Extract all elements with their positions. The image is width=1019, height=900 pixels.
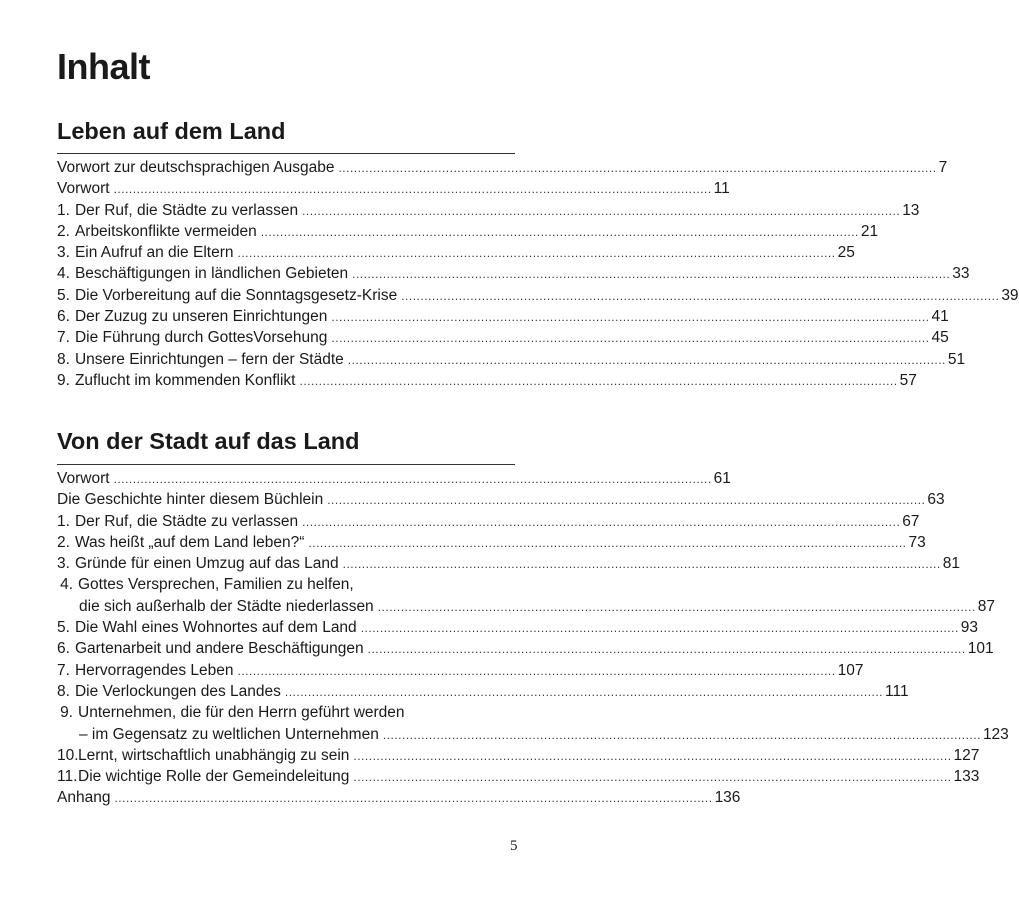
toc-entry-title: – im Gegensatz zu weltlichen Unternehmen [79, 725, 379, 743]
toc-dot-leader [331, 307, 929, 328]
toc-entry [57, 285, 1019, 306]
toc-entry-page: 107 [837, 661, 864, 679]
toc-entry [57, 617, 979, 638]
page-title: Inhalt [57, 46, 150, 87]
toc-dot-leader [383, 725, 981, 746]
toc-entry-number: 7. [57, 329, 70, 347]
section-rule [57, 464, 515, 465]
toc-entry-page: 61 [713, 470, 731, 487]
toc-dot-leader [299, 371, 897, 392]
toc-entry-number: 6. [57, 640, 70, 658]
toc-entry-title: Gottes Versprechen, Familien zu helfen, [78, 576, 354, 594]
toc-dot-leader [378, 597, 976, 618]
toc-entry-number: 9. [57, 371, 70, 389]
toc-dot-leader [285, 682, 883, 703]
toc-entry-page: 51 [947, 350, 966, 368]
section-rule [57, 153, 515, 154]
toc-entry [57, 702, 515, 723]
toc-entry-title: Vorwort zur deutschsprachigen Ausgabe [57, 159, 335, 176]
toc-entry [57, 724, 1009, 745]
toc-entry-page: 101 [967, 640, 994, 658]
toc-entry-page: 127 [953, 746, 980, 764]
toc-entry-number: 5. [57, 619, 70, 637]
toc-entry [57, 327, 949, 348]
toc-entry [57, 242, 855, 263]
toc-entry-title: Vorwort [57, 180, 110, 198]
toc-entry-page: 123 [982, 725, 1009, 743]
toc-entry [57, 370, 917, 391]
page-number: 5 [510, 838, 518, 854]
toc-entry [57, 349, 966, 370]
toc-entry-page: 67 [902, 512, 920, 530]
toc-dot-leader [352, 264, 950, 285]
toc-dot-leader [361, 618, 959, 639]
toc-entry-title: Die Verlockungen des Landes [74, 682, 281, 700]
toc-entry [57, 681, 909, 702]
toc-entry-page: 41 [931, 308, 949, 326]
section-heading-von-der-stadt-auf-das-land: Von der Stadt auf das Land [57, 428, 360, 454]
toc-entry-title: Ein Aufruf an die Eltern [74, 244, 234, 262]
toc-entry [57, 574, 515, 595]
toc-entry-page: 63 [927, 491, 945, 509]
toc-dot-leader [261, 222, 859, 243]
toc-entry-number: 10. [57, 746, 79, 764]
toc-entry-title: Der Ruf, die Städte zu verlassen [74, 512, 299, 530]
toc-entry-number: 4. [57, 265, 70, 283]
toc-entry [57, 468, 731, 489]
toc-entry-title: Der Ruf, die Städte zu verlassen [74, 201, 299, 219]
toc-dot-leader [368, 639, 966, 660]
toc-dot-leader [237, 243, 835, 264]
toc-entry [57, 553, 960, 574]
toc-entry [57, 200, 920, 221]
toc-dot-leader [302, 201, 900, 222]
toc-entry [57, 221, 879, 242]
toc-list-section-2 [57, 468, 1009, 809]
toc-entry-number: 1. [57, 201, 70, 219]
toc-entry-page: 87 [977, 597, 996, 615]
toc-entry-page: 39 [1001, 286, 1019, 304]
toc-entry-number: 1. [57, 512, 70, 530]
toc-entry-title: Anhang [57, 789, 111, 807]
toc-entry [57, 157, 948, 178]
toc-entry-number: 11. [57, 768, 78, 786]
toc-entry-number: 2. [57, 222, 70, 240]
toc-entry [57, 787, 741, 808]
toc-entry-page: 33 [952, 265, 970, 283]
toc-entry [57, 178, 730, 199]
toc-entry [57, 263, 970, 284]
toc-entry [57, 638, 994, 659]
toc-entry-title: Unternehmen, die für den Herrn geführt werden [78, 704, 405, 722]
toc-entry-number: 7. [57, 661, 70, 679]
toc-entry-title: Die Wahl eines Wohnortes auf dem Land [74, 619, 357, 637]
toc-entry-title: Die wichtige Rolle der Gemeindeleitung [78, 768, 350, 786]
toc-entry-title: Gartenarbeit und andere Beschäftigungen [74, 640, 364, 658]
toc-entry-title: Lernt, wirtschaftlich unabhängig zu sein [78, 746, 350, 764]
toc-dot-leader [114, 788, 712, 809]
toc-entry-title: Beschäftigungen in ländlichen Gebieten [74, 265, 349, 283]
toc-entry-title: Die Vorbereitung auf die Sonntagsgesetz-Krise [74, 286, 398, 304]
toc-entry-title: Die Geschichte hinter diesem Büchlein [57, 491, 324, 509]
section-heading-leben-auf-dem-land: Leben auf dem Land [57, 118, 286, 144]
toc-list-section-1 [57, 157, 1019, 391]
toc-entry-page: 25 [837, 244, 855, 262]
toc-entry-number: 2. [57, 533, 70, 551]
toc-entry-page: 133 [953, 768, 980, 786]
toc-dot-leader [353, 746, 951, 767]
toc-entry-page: 21 [860, 222, 879, 240]
toc-entry-title: Zuflucht im kommenden Konflikt [74, 371, 296, 389]
toc-entry-number: 3. [57, 555, 70, 573]
toc-entry [57, 596, 996, 617]
toc-entry [57, 532, 926, 553]
toc-entry-number: 6. [57, 308, 70, 326]
toc-entry-title: die sich außerhalb der Städte niederlassen [79, 597, 374, 615]
toc-entry [57, 745, 980, 766]
toc-dot-leader [308, 533, 906, 554]
toc-entry-title: Die Führung durch GottesVorsehung [74, 329, 328, 347]
toc-entry [57, 306, 949, 327]
toc-dot-leader [302, 512, 900, 533]
toc-entry-page: 7 [938, 159, 948, 176]
toc-entry-page: 111 [885, 682, 909, 700]
toc-entry-page: 93 [960, 619, 979, 637]
toc-entry-page: 45 [931, 329, 949, 347]
toc-entry-number: 8. [57, 350, 70, 368]
toc-entry-number: 9. [60, 704, 73, 722]
toc-entry-page: 11 [713, 180, 730, 198]
toc-entry-number: 8. [57, 682, 70, 700]
toc-entry-page: 57 [899, 371, 917, 389]
toc-entry-page: 136 [714, 789, 741, 807]
toc-entry [57, 511, 920, 532]
toc-entry-page: 73 [908, 533, 926, 551]
toc-entry-title: Vorwort [57, 470, 110, 487]
toc-entry [57, 489, 945, 510]
toc-dot-leader [338, 158, 936, 179]
toc-entry-title: Der Zuzug zu unseren Einrichtungen [74, 308, 328, 326]
toc-dot-leader [401, 286, 999, 307]
toc-entry-title: Gründe für einen Umzug auf das Land [74, 555, 339, 573]
toc-dot-leader [353, 767, 951, 788]
toc-dot-leader [331, 328, 929, 349]
toc-dot-leader [343, 554, 941, 575]
toc-dot-leader [327, 490, 925, 511]
toc-dot-leader [238, 661, 836, 682]
toc-entry [57, 660, 864, 681]
toc-entry-page: 13 [902, 201, 920, 219]
toc-entry [57, 766, 980, 787]
toc-entry-number: 5. [57, 286, 70, 304]
toc-dot-leader [114, 469, 712, 490]
toc-entry-title: Unsere Einrichtungen – fern der Städte [74, 350, 344, 368]
toc-dot-leader [348, 350, 946, 371]
toc-entry-number: 3. [57, 244, 70, 262]
toc-entry-number: 4. [60, 576, 73, 594]
toc-entry-title: Was heißt „auf dem Land leben?“ [74, 533, 305, 551]
toc-entry-title: Arbeitskonflikte vermeiden [74, 222, 257, 240]
toc-entry-page: 81 [942, 555, 960, 573]
toc-entry-title: Hervorragendes Leben [74, 661, 234, 679]
toc-dot-leader [114, 179, 712, 200]
